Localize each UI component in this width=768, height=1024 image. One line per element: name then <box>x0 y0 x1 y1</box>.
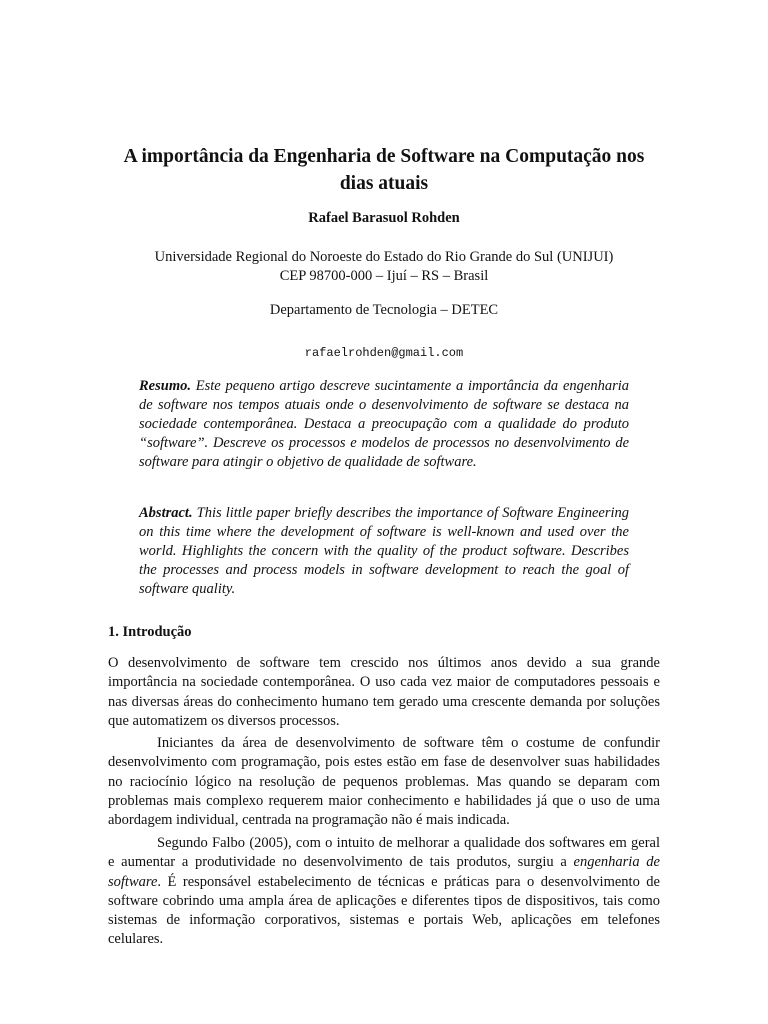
resumo-label: Resumo. <box>139 378 191 394</box>
affiliation-department: Departamento de Tecnologia – DETEC <box>269 302 499 318</box>
intro-paragraph-2: Iniciantes da área de desenvolvimento de software têm o costume de confundir desenvolvimento com programação, pois estes estão em fase de desenvolver suas habilidades no raciocínio lógico na resolução de pequenos problemas. Mas quando se deparam com problemas mais complexo requerem maior conhecimento e habilidades já que o uso de uma abordagem individual, centrada na programação não é mais indicada. <box>108 735 660 829</box>
author-email: rafaelrohden@gmail.com <box>304 346 464 360</box>
intro-paragraph-1: O desenvolvimento de software tem crescido nos últimos anos devido a sua grande importância na sociedade contemporânea. O uso cada vez maior de computadores pessoais e nas diversas áreas do conhecimento humano tem gerado uma crescente demanda por soluções que automatizem os diversos processos. <box>108 655 660 729</box>
intro-paragraph-3 <box>108 834 660 950</box>
affiliation-university: Universidade Regional do Noroeste do Estado do Rio Grande do Sul (UNIJUI) <box>154 249 614 265</box>
intro-paragraph-3-emphasis: engenharia de software <box>108 854 660 890</box>
author-name: Rafael Barasuol Rohden <box>308 210 460 226</box>
affiliation <box>108 248 660 286</box>
intro-paragraph-3-start: Segundo Falbo (2005), com o intuito de melhorar a qualidade dos softwares em geral e aumentar a produtividade no desenvolvimento de tais produtos, surgiu a <box>108 835 660 871</box>
abstract-text: This little paper briefly describes the importance of Software Engineering on this time where the development of software is well-known and used over the world. Highlights the concern with the quality of the product software. Describes the processes and process models in software development to reach the goal of software quality. <box>139 505 629 598</box>
section-heading-introducao: 1. Introdução <box>108 624 192 640</box>
resumo-block <box>139 377 629 472</box>
intro-paragraph-3-end: . É responsável estabelecimento de técnicas e práticas para o desenvolvimento de software cobrindo uma ampla área de aplicações e diferentes tipos de dispositivos, tais como sistemas de informação corporativos, sistemas e portais Web, aplicações em telefones celulares. <box>108 873 660 948</box>
affiliation-address: CEP 98700-000 – Ijuí – RS – Brasil <box>279 268 489 284</box>
abstract-label: Abstract. <box>139 505 193 521</box>
resumo-text: Este pequeno artigo descreve sucintamente a importância da engenharia de software nos tempos atuais onde o desenvolvimento de software se destaca na sociedade contemporânea. Destaca a preocupação com a qualidade do produto “software”. Descreve os processos e modelos de processos no desenvolvimento de software para atingir o objetivo de qualidade de software. <box>139 378 629 471</box>
abstract-block <box>139 504 629 599</box>
paper-title: A importância da Engenharia de Software na Computação nos dias atuais <box>123 146 645 194</box>
